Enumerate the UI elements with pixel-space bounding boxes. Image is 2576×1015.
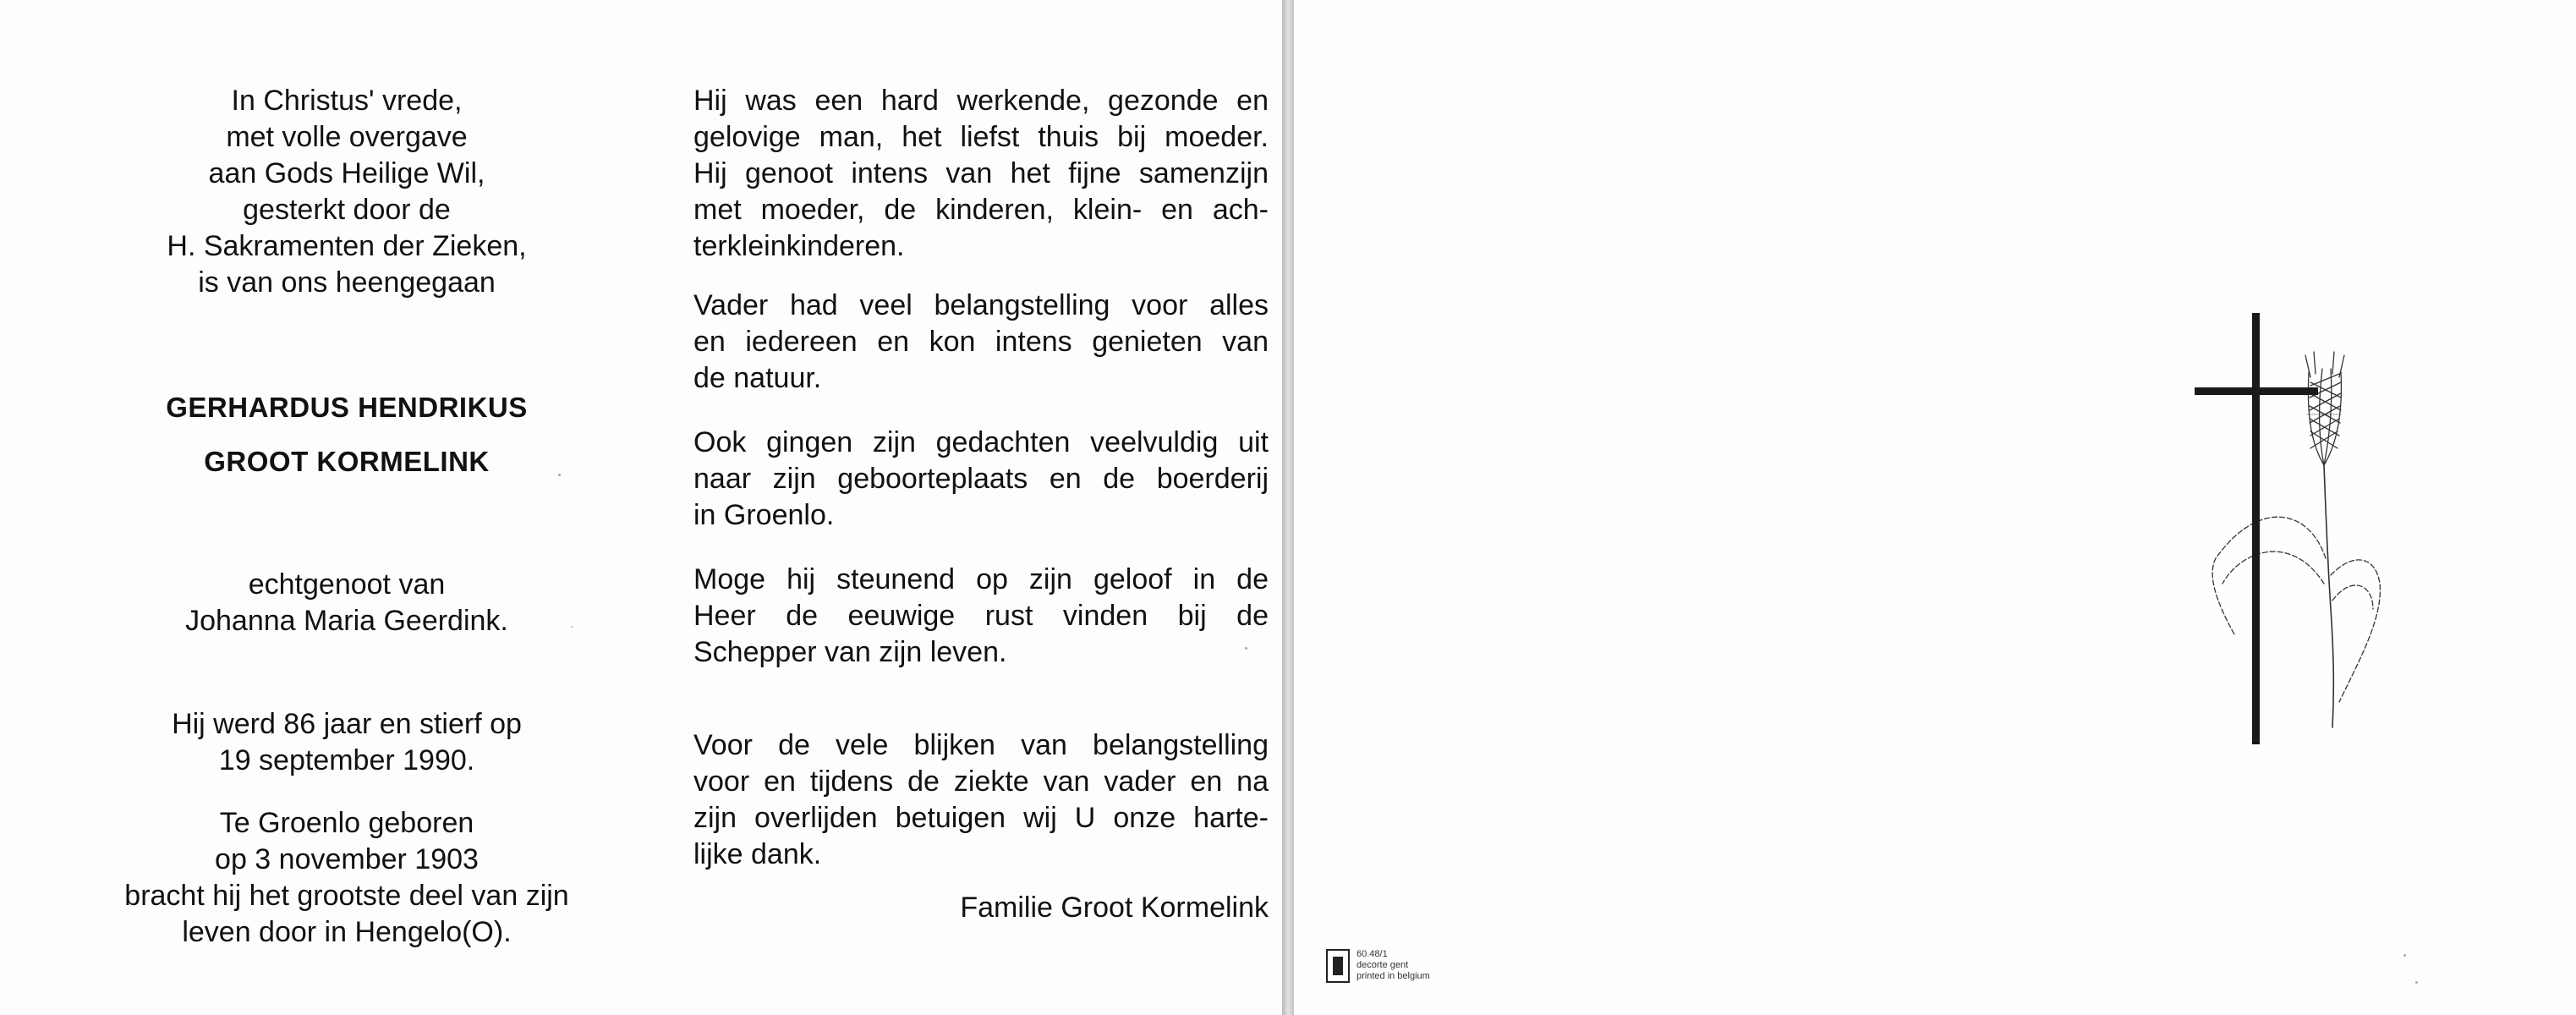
tribute-line: Hij genoot intens van het fijne samenzijn (693, 157, 1269, 189)
death-line: Hij werd 86 jaar en stierf op (172, 708, 522, 740)
paper-speck (1245, 647, 1247, 650)
deceased-surname-block (80, 443, 613, 480)
tribute-paragraph-5 (693, 727, 1269, 873)
printer-code: 60.48/1 (1357, 949, 1388, 959)
birth-text (80, 805, 613, 951)
tribute-line: Hij was een hard werkende, gezonde en (693, 85, 1269, 117)
printer-imprint (1326, 949, 1430, 988)
tribute-line: voor en tijdens de ziekte van vader en na (693, 765, 1269, 798)
intro-line: is van ons heengegaan (198, 266, 496, 299)
intro-line: gesterkt door de (243, 194, 451, 226)
tribute-line: de natuur. (693, 362, 822, 394)
tribute-line: in Groenlo. (693, 499, 835, 531)
tribute-paragraph-3 (693, 425, 1269, 534)
tribute-line: terkleinkinderen. (693, 230, 905, 262)
tribute-paragraph-1 (693, 83, 1269, 265)
tribute-paragraph-2 (693, 288, 1269, 397)
intro-line: met volle overgave (226, 121, 468, 153)
tribute-line: en iedereen en kon intens genieten van (693, 326, 1269, 358)
paper-speck (558, 474, 561, 476)
deceased-first-names: GERHARDUS HENDRIKUS (166, 392, 528, 423)
tribute-line: zijn overlijden betuigen wij U onze harte- (693, 802, 1269, 834)
printer-origin: printed in belgium (1357, 971, 1430, 981)
birth-line: op 3 november 1903 (215, 843, 479, 875)
tribute-line: Voor de vele blijken van belangstelling (693, 729, 1269, 761)
card-fold-edge (1282, 0, 1294, 1015)
tribute-line: gelovige man, het liefst thuis bij moeder. (693, 121, 1269, 153)
death-line: 19 september 1990. (218, 744, 475, 776)
death-text (80, 706, 613, 779)
tribute-line: met moeder, de kinderen, klein- en ach- (693, 194, 1269, 226)
wheat-icon (2212, 352, 2380, 727)
printer-company: decorte gent (1357, 960, 1409, 970)
tribute-paragraph-4 (693, 562, 1269, 671)
card-left-spread (0, 0, 1282, 1015)
deceased-surname: GROOT KORMELINK (204, 446, 490, 477)
cross-with-wheat-icon (2182, 304, 2402, 761)
tribute-line: Vader had veel belangstelling voor alles (693, 289, 1269, 321)
birth-line: Te Groenlo geboren (219, 807, 474, 839)
tribute-line: naar zijn geboorteplaats en de boerderij (693, 463, 1269, 495)
paper-speck (2415, 981, 2418, 984)
spouse-line: echtgenoot van (248, 568, 446, 601)
paper-speck (571, 626, 573, 628)
paper-speck (2403, 954, 2406, 957)
tribute-line: Moge hij steunend op zijn geloof in de (693, 563, 1269, 595)
printer-logo-icon (1326, 949, 1350, 983)
family-signature: Familie Groot Kormelink (960, 892, 1269, 924)
intro-line: aan Gods Heilige Wil, (208, 157, 485, 189)
birth-line: bracht hij het grootste deel van zijn (124, 880, 569, 912)
deceased-name (80, 389, 613, 425)
tribute-line: Schepper van zijn leven. (693, 636, 1007, 668)
tribute-line: Ook gingen zijn gedachten veelvuldig uit (693, 426, 1269, 458)
intro-text (80, 83, 613, 301)
tribute-line: Heer de eeuwige rust vinden bij de (693, 600, 1269, 632)
intro-line: H. Sakramenten der Zieken, (167, 230, 527, 262)
cross-icon (2195, 313, 2318, 744)
tribute-line: lijke dank. (693, 838, 822, 870)
intro-line: In Christus' vrede, (231, 85, 463, 117)
printer-text (1357, 949, 1430, 982)
spouse-text (80, 567, 613, 639)
spouse-line: Johanna Maria Geerdink. (185, 605, 508, 637)
birth-line: leven door in Hengelo(O). (182, 916, 512, 948)
